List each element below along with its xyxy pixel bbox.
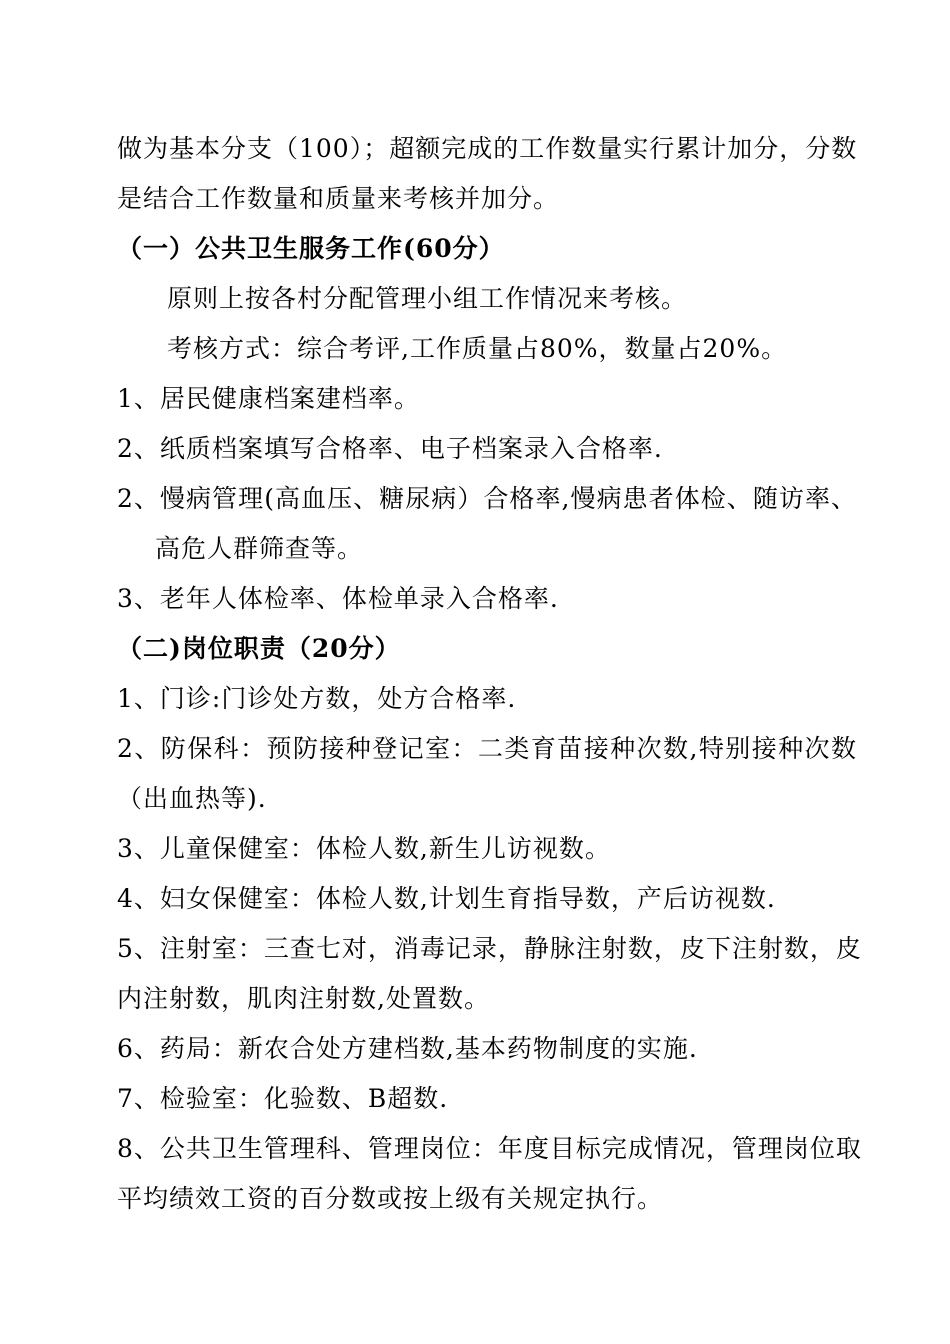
paragraph-line: 是结合工作数量和质量来考核并加分。 [117, 184, 560, 213]
paragraph-line: 做为基本分支（100）；超额完成的工作数量实行累计加分，分数 [117, 134, 858, 163]
list-item-continuation: 平均绩效工资的百分数或按上级有关规定执行。 [117, 1184, 664, 1213]
list-item: 2、防保科：预防接种登记室：二类育苗接种次数,特别接种次数 [117, 734, 857, 763]
list-item: 2、慢病管理(高血压、糖尿病）合格率,慢病患者体检、随访率、 [117, 484, 857, 513]
list-item-continuation: 内注射数，肌肉注射数,处置数。 [117, 984, 490, 1013]
list-item: 6、药局：新农合处方建档数,基本药物制度的实施. [117, 1034, 698, 1063]
list-item: 3、儿童保健室：体检人数,新生儿访视数。 [117, 834, 611, 863]
list-item-continuation: （出血热等). [117, 784, 267, 813]
list-item: 5、注射室：三查七对，消毒记录，静脉注射数，皮下注射数，皮 [117, 934, 862, 963]
list-item: 1、门诊:门诊处方数，处方合格率. [117, 684, 517, 713]
list-item: 4、妇女保健室：体检人数,计划生育指导数，产后访视数. [117, 884, 776, 913]
section-heading-public-health: （一）公共卫生服务工作(60分） [117, 234, 505, 263]
section-heading-job-duties: （二)岗位职责（20分） [117, 634, 401, 663]
list-item: 8、公共卫生管理科、管理岗位：年度目标完成情况，管理岗位取 [117, 1134, 862, 1163]
list-item: 2、纸质档案填写合格率、电子档案录入合格率. [117, 434, 663, 463]
list-item: 7、检验室：化验数、B超数. [117, 1084, 449, 1113]
list-item: 3、老年人体检率、体检单录入合格率. [117, 584, 559, 613]
list-item: 1、居民健康档案建档率。 [117, 384, 420, 413]
list-item-continuation: 高危人群筛查等。 [155, 534, 364, 563]
paragraph-line: 考核方式：综合考评,工作质量占80%，数量占20%。 [167, 334, 788, 363]
paragraph-line: 原则上按各村分配管理小组工作情况来考核。 [167, 284, 688, 313]
